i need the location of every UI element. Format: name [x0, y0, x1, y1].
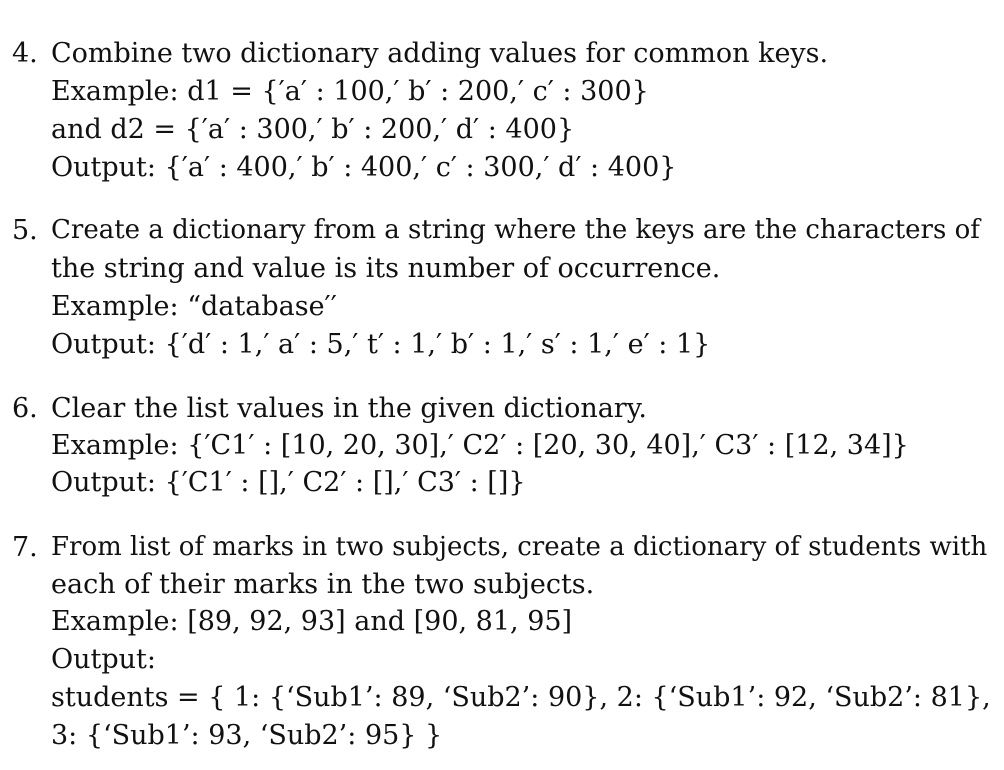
- example-line: Example: {′C1′ : [10, 20, 30],′ C2′ : [20, 30, 40],′ C3′ : [12, 34]}: [51, 430, 909, 461]
- exercise-text: the string and value is its number of occurrence.: [51, 253, 721, 284]
- example-line: Example: “database′′: [51, 291, 337, 322]
- exercise-text: Create a dictionary from a string where the keys are the characters of: [51, 215, 980, 245]
- output-line: students = { 1: {‘Sub1’: 89, ‘Sub2’: 90}, 2: {‘Sub1’: 92, ‘Sub2’: 81},: [51, 682, 991, 713]
- exercise-number: 4.: [12, 38, 38, 69]
- exercise-text: Clear the list values in the given dictionary.: [51, 393, 647, 424]
- example-line: and d2 = {′a′ : 300,′ b′ : 200,′ d′ : 400}: [51, 114, 575, 145]
- exercise-text: Combine two dictionary adding values for common keys.: [51, 38, 829, 69]
- output-line: Output: {′a′ : 400,′ b′ : 400,′ c′ : 300,′ d′ : 400}: [51, 152, 677, 183]
- exercise-number: 6.: [12, 393, 38, 424]
- output-label: Output:: [51, 644, 156, 675]
- output-line: Output: {′d′ : 1,′ a′ : 5,′ t′ : 1,′ b′ : 1,′ s′ : 1,′ e′ : 1}: [51, 329, 711, 360]
- output-line: Output: {′C1′ : [],′ C2′ : [],′ C3′ : []}: [51, 467, 526, 498]
- example-line: Example: [89, 92, 93] and [90, 81, 95]: [51, 606, 573, 637]
- output-line: 3: {‘Sub1’: 93, ‘Sub2’: 95} }: [51, 720, 443, 751]
- exercise-text: each of their marks in the two subjects.: [51, 569, 595, 600]
- example-line: Example: d1 = {′a′ : 100,′ b′ : 200,′ c′ : 300}: [51, 76, 649, 107]
- exercise-number: 5.: [12, 215, 38, 246]
- exercise-number: 7.: [12, 532, 38, 563]
- exercise-text: From list of marks in two subjects, create a dictionary of students with: [51, 532, 988, 562]
